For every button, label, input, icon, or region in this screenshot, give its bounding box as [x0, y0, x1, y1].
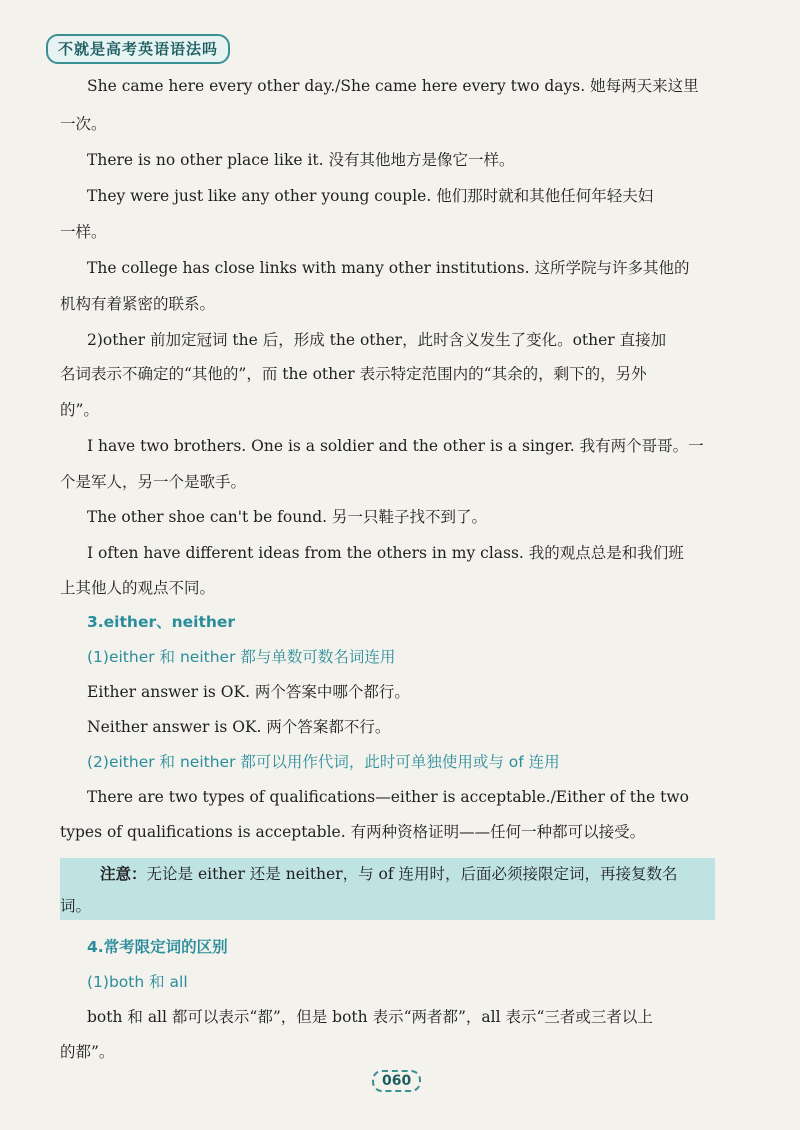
text-line: She came here every other day./She came here every two days. 她每两天来这里 [87, 77, 699, 95]
page-number: 060 [372, 1070, 421, 1092]
text-line: There is no other place like it. 没有其他地方是像它一样。 [87, 151, 515, 169]
text-line: The other shoe can't be found. 另一只鞋子找不到了。 [87, 508, 487, 526]
text-line: 的”。 [60, 401, 99, 419]
example-line: Neither answer is OK. 两个答案都不行。 [87, 718, 391, 736]
note-line [100, 864, 740, 884]
text-line: 机构有着紧密的联系。 [60, 295, 216, 313]
text-line: I often have different ideas from the others in my class. 我的观点总是和我们班 [87, 544, 684, 562]
section-heading: 3.either、neither [87, 613, 236, 631]
text-line: I have two brothers. One is a soldier and the other is a singer. 我有两个哥哥。一 [87, 437, 704, 455]
example-line: types of qualifications is acceptable. 有两种资格证明——任何一种都可以接受。 [60, 823, 646, 841]
section-heading: 4.常考限定词的区别 [87, 938, 228, 956]
example-line: Either answer is OK. 两个答案中哪个都行。 [87, 683, 410, 701]
text-line: They were just like any other young couple. 他们那时就和其他任何年轻夫妇 [87, 187, 654, 205]
text-line: 一次。 [60, 115, 107, 133]
text-line: The college has close links with many other institutions. 这所学院与许多其他的 [87, 259, 690, 277]
note-label: 注意： [100, 865, 147, 883]
subheading: (1)either 和 neither 都与单数可数名词连用 [87, 648, 396, 666]
text-line: 上其他人的观点不同。 [60, 579, 216, 597]
note-line: 词。 [60, 897, 92, 915]
text-line: 2)other 前加定冠词 the 后，形成 the other，此时含义发生了变化。other 直接加 [87, 331, 667, 349]
text-line: 个是军人，另一个是歌手。 [60, 473, 247, 491]
text-line: 一样。 [60, 223, 107, 241]
text-line: 名词表示不确定的“其他的”，而 the other 表示特定范围内的“其余的，剩下的，另外 [60, 365, 647, 383]
text-line: 的都”。 [60, 1043, 115, 1061]
text-line: both 和 all 都可以表示“都”，但是 both 表示“两者都”，all 表示“三者或三者以上 [87, 1008, 653, 1026]
book-title-tag: 不就是高考英语语法吗 [46, 34, 230, 64]
example-line: There are two types of qualifications—either is acceptable./Either of the two [87, 788, 689, 806]
note-text: 无论是 either 还是 neither，与 of 连用时，后面必须接限定词，再接复数名 [146, 865, 678, 883]
subheading: (2)either 和 neither 都可以用作代词，此时可单独使用或与 of 连用 [87, 753, 560, 771]
subheading: (1)both 和 all [87, 973, 188, 991]
